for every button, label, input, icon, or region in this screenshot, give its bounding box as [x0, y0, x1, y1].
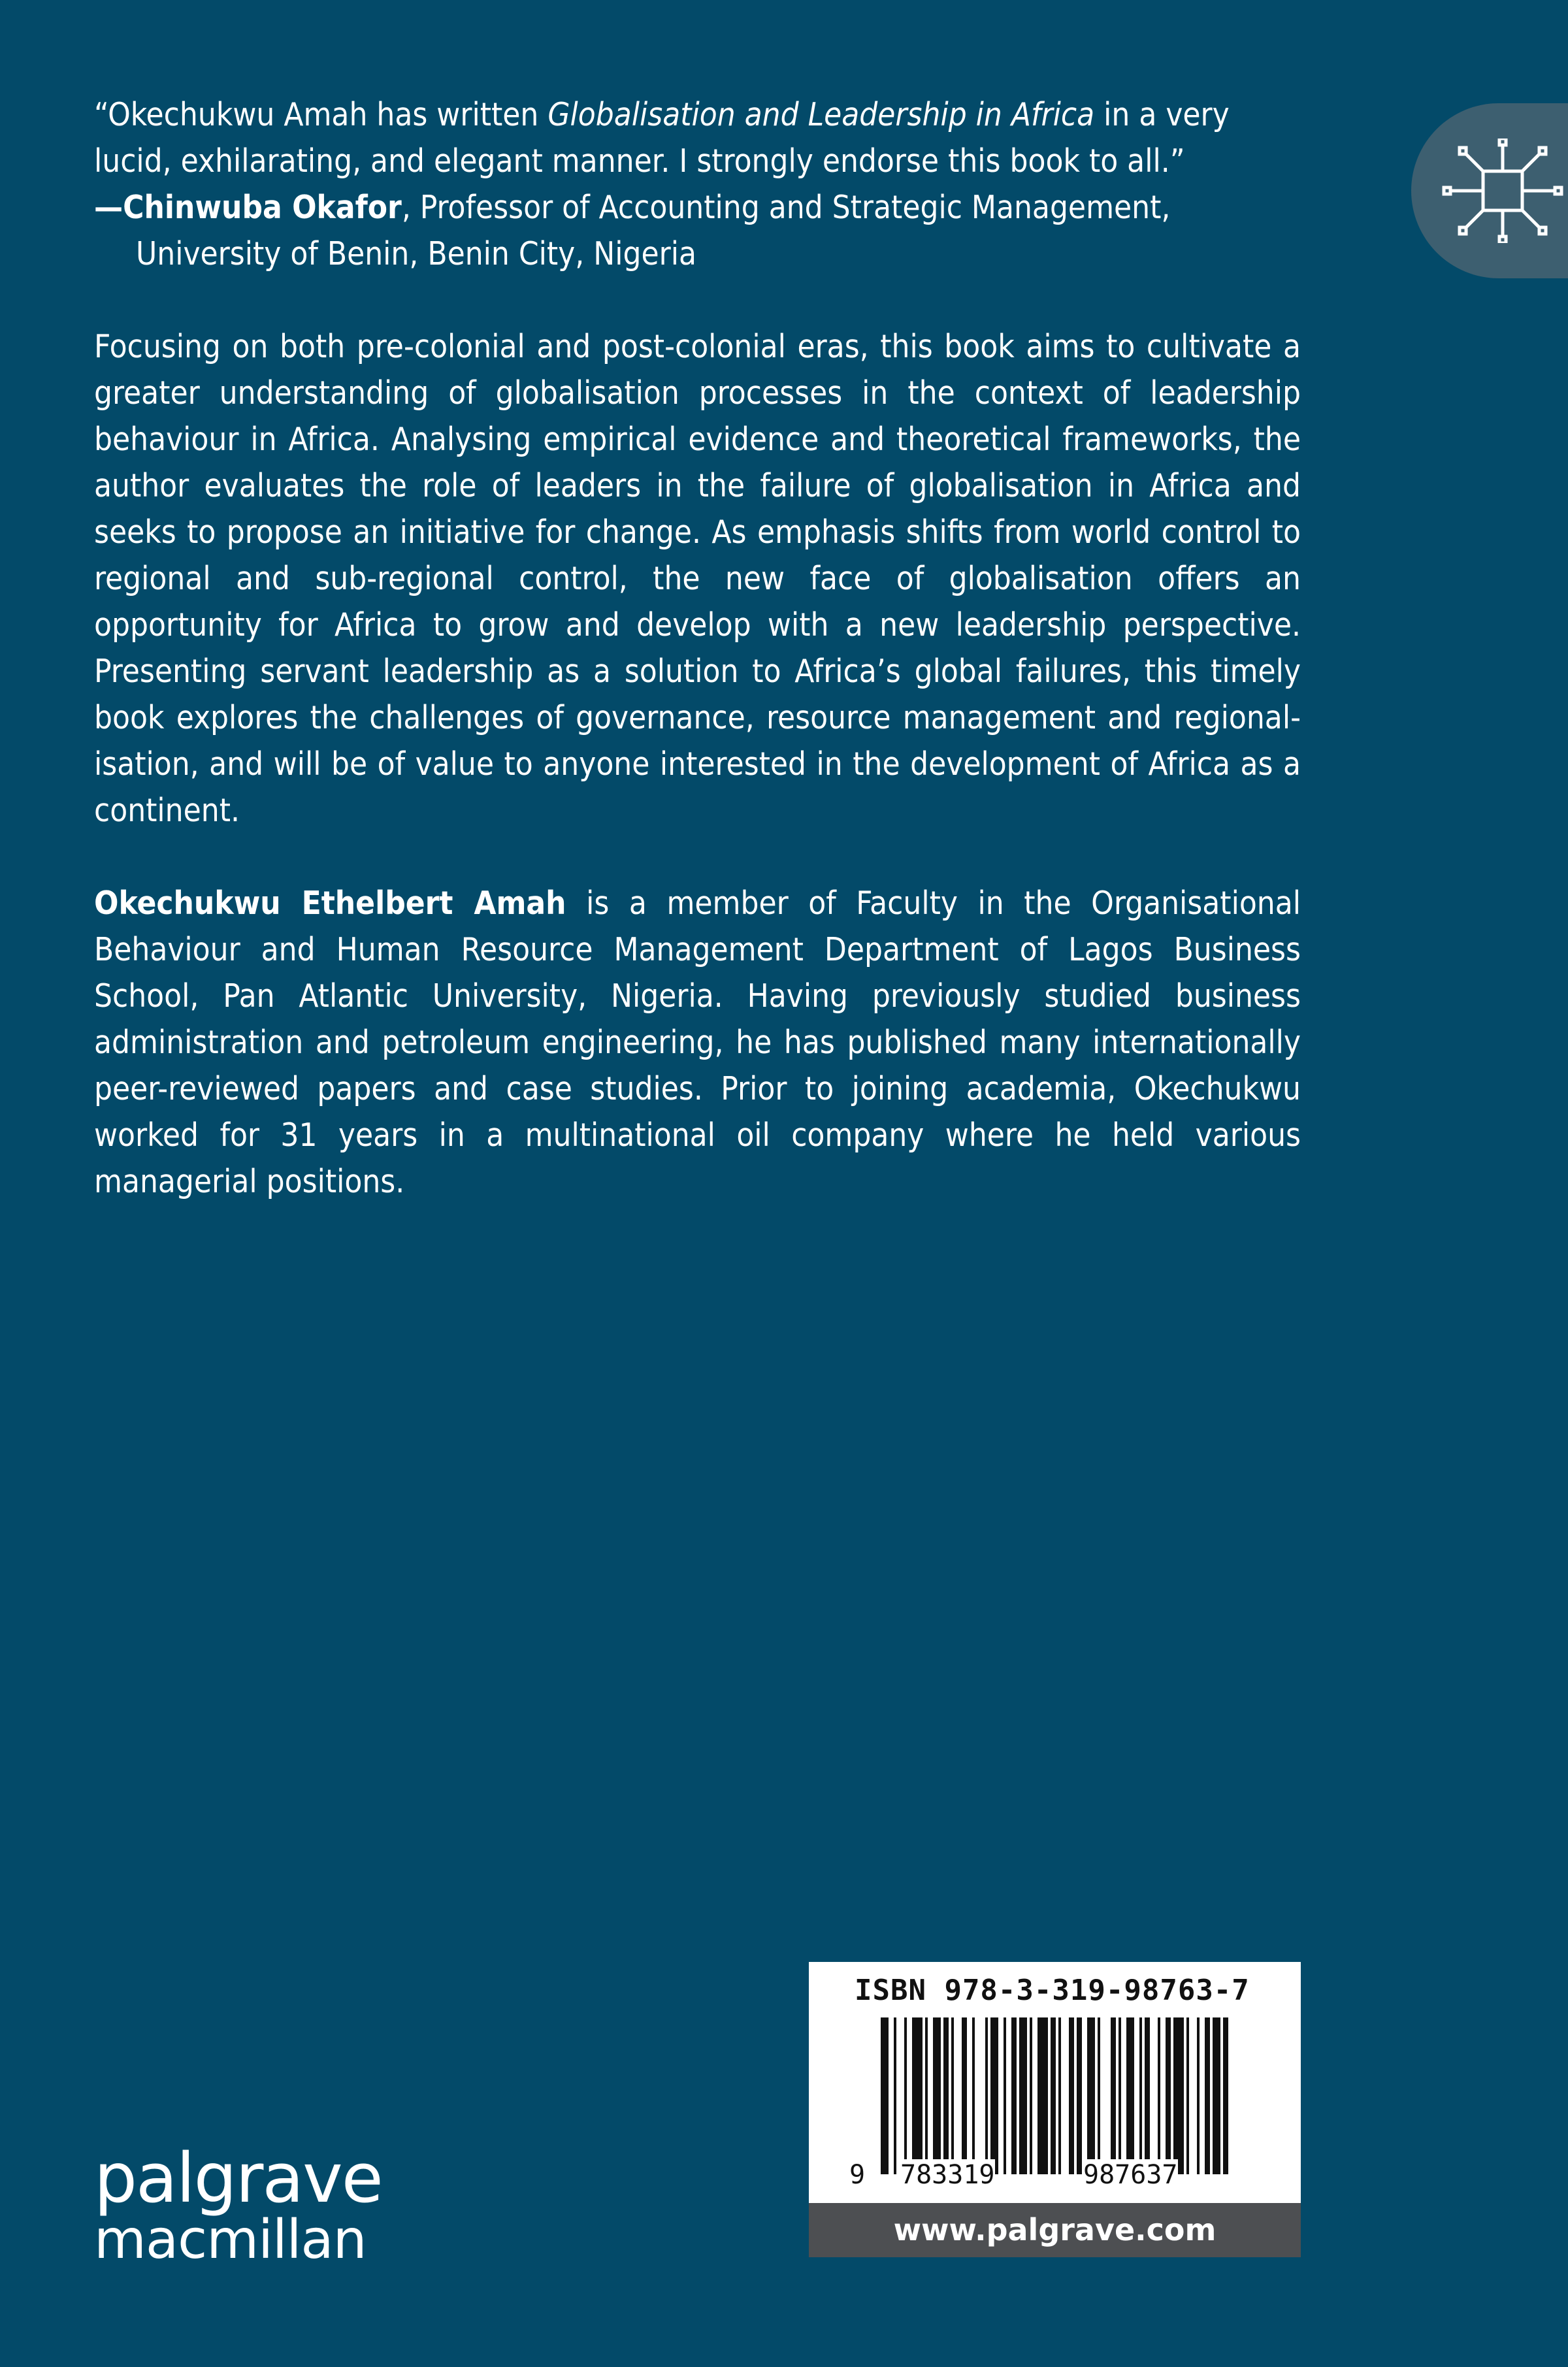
quote-author: Chinwuba Okafor	[123, 189, 402, 226]
barcode-bar	[1019, 2017, 1027, 2174]
barcode-bar	[881, 2017, 889, 2174]
quote-line-1	[94, 91, 1301, 138]
barcode-bar	[943, 2017, 949, 2174]
palgrave-badge	[1411, 103, 1568, 278]
barcode-digits-right: 987637	[1083, 2160, 1178, 2190]
quote-author-affiliation: University of Benin, Benin City, Nigeria	[136, 235, 696, 272]
logo-macmillan: macmillan	[94, 2209, 367, 2271]
barcode-bar	[912, 2017, 923, 2174]
author-bio	[94, 880, 1301, 1205]
barcode-bar	[1030, 2017, 1032, 2174]
barcode-bar	[1223, 2017, 1228, 2174]
barcode-bar	[1011, 2017, 1017, 2174]
barcode-bar	[925, 2017, 928, 2174]
barcode-bar	[1087, 2017, 1095, 2174]
quote-author-role: , Professor of Accounting and Strategic Management,	[401, 189, 1171, 226]
author-name: Okechukwu Ethelbert Amah	[94, 885, 566, 922]
barcode-bar	[1213, 2017, 1220, 2174]
barcode-bar	[1004, 2017, 1006, 2174]
quoted-book-title: Globalisation and Leadership in Africa	[547, 96, 1095, 133]
barcode-digit-first: 9	[849, 2160, 866, 2190]
attribution-dash: —	[94, 189, 123, 226]
barcode-bars	[881, 2017, 1286, 2174]
barcode-digits-left: 783319	[900, 2160, 995, 2190]
barcode-bar	[1098, 2017, 1100, 2174]
barcode-bar	[1077, 2017, 1082, 2174]
barcode-bar	[1037, 2017, 1048, 2174]
barcode-bar	[894, 2017, 896, 2174]
barcode-bar	[1111, 2017, 1116, 2174]
isbn-number: ISBN 978-3-319-98763-7	[855, 1974, 1250, 2007]
quote-line-2: lucid, exhilarating, and elegant manner. I strongly endorse this book to all.”	[94, 142, 1185, 180]
quote-text-start: “Okechukwu Amah has written	[94, 96, 548, 133]
barcode-bar	[1139, 2017, 1142, 2174]
barcode-bar	[1166, 2017, 1171, 2174]
barcode-bar	[962, 2017, 967, 2174]
barcode-bar	[1205, 2017, 1210, 2174]
description-paragraph: Focusing on both pre-colonial and post-colonial eras, this book aims to cultivate a greater understanding of globalisation processes in the context of leadership behaviour in Africa. Analysing empirical evidence and theoretical frameworks, the author evaluates the role of leaders in the failure of globalisation in Africa and seeks to propose an initiative for change. As emphasis shifts from world control to regional and sub-regional control, the new face of globalisation offers an opportunity for Africa to grow and develop with a new leadership perspective. Presenting servant leadership as a solution to Africa’s global failures, this timely book explores the challenges of governance, resource management and regionalisation, and will be of value to anyone interested in the development of Africa as a continent.	[94, 328, 1301, 829]
barcode-bar	[904, 2017, 907, 2174]
barcode-bar	[1186, 2017, 1189, 2174]
barcode-bar	[933, 2017, 941, 2174]
barcode-bar	[1197, 2017, 1200, 2174]
barcode-bar	[1158, 2017, 1160, 2174]
barcode-bar	[951, 2017, 954, 2174]
quote-attribution	[94, 184, 1301, 231]
bio-paragraph	[94, 880, 1301, 1205]
endorsement-quote	[94, 91, 1301, 277]
barcode-bar	[1051, 2017, 1056, 2174]
barcode-bar	[985, 2017, 988, 2174]
quote-text-end: in a very	[1094, 96, 1230, 133]
barcode-bar	[1058, 2017, 1061, 2174]
barcode-bar	[1119, 2017, 1121, 2174]
barcode-bar	[972, 2017, 975, 2174]
palgrave-network-icon	[1437, 139, 1568, 243]
book-description	[94, 323, 1301, 834]
publisher-url: www.palgrave.com	[809, 2203, 1301, 2257]
bio-text: is a member of Faculty in the Organisational Behaviour and Human Resource Management Department of Lagos Business School, Pan Atlantic University, Nigeria. Having previously studied business administration and petroleum engineering, he has published many internationally peer-reviewed papers and case studies. Prior to joining academia, Okechukwu worked for 31 years in a multinational oil company where he held various managerial positions.	[94, 885, 1301, 1200]
barcode-bar	[990, 2017, 998, 2174]
barcode-bar	[1173, 2017, 1184, 2174]
palgrave-macmillan-logo	[94, 2138, 382, 2271]
barcode-bar	[1145, 2017, 1150, 2174]
barcode-bar	[1069, 2017, 1074, 2174]
logo-palgrave: palgrave	[94, 2138, 382, 2218]
barcode-bar	[1126, 2017, 1134, 2174]
